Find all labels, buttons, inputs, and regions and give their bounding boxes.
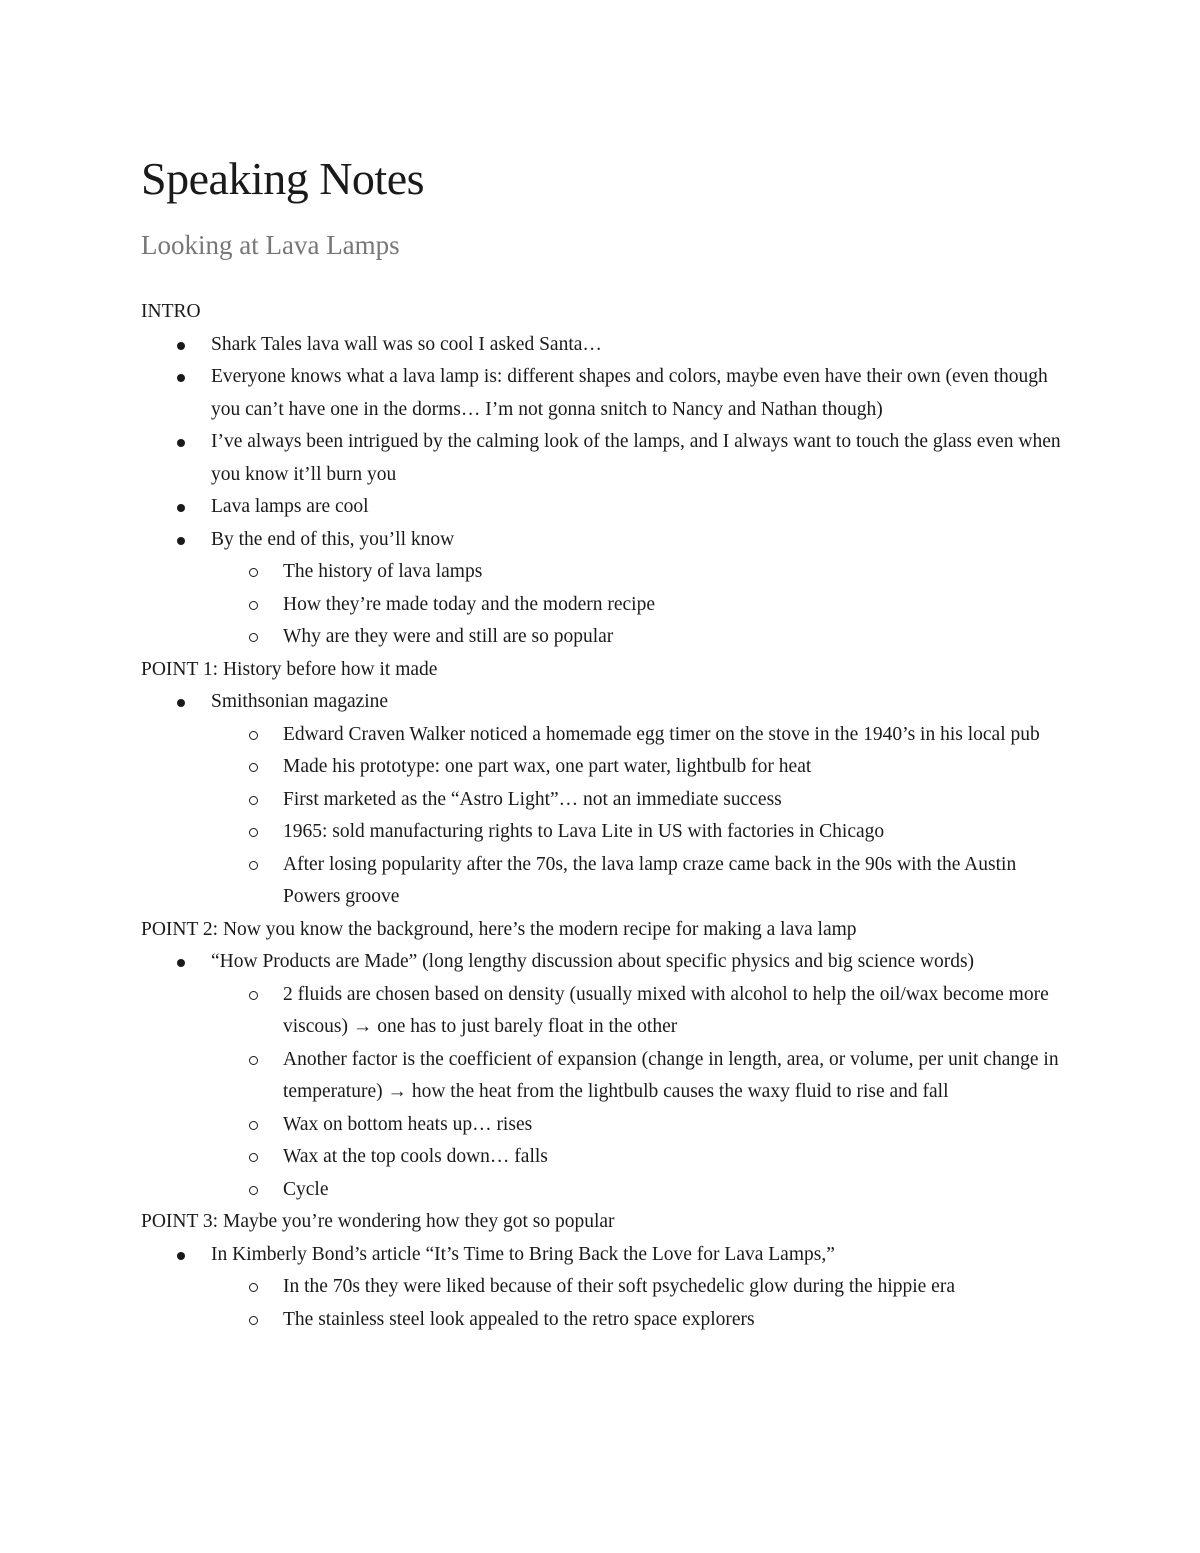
sub-list-item-text: Edward Craven Walker noticed a homemade egg timer on the stove in the 1940’s in his local pub [283,723,1040,745]
hollow-bullet-icon [249,861,258,870]
sub-list-item [211,1044,1061,1109]
sub-list-item-text: The stainless steel look appealed to the retro space explorers [283,1308,755,1330]
sub-list-item [211,751,1061,784]
list-item-text: Smithsonian magazine [211,691,389,712]
section [141,1206,1061,1336]
bullet-list [141,1239,1061,1337]
sub-list-item-text: First marketed as the “Astro Light”… not an immediate success [283,788,782,810]
sub-bullet-list [211,719,1061,914]
list-item-text: By the end of this, you’ll know [211,528,455,550]
filled-bullet-icon [177,1252,185,1260]
sub-list-item [211,816,1061,849]
hollow-bullet-icon [249,1186,258,1195]
sub-list-item [211,979,1061,1044]
sub-list-item-text: Cycle [283,1178,329,1200]
section [141,914,1061,1207]
sub-list-item-text: How they’re made today and the modern recipe [283,593,655,615]
hollow-bullet-icon [249,1056,258,1065]
hollow-bullet-icon [249,731,258,740]
sub-list-item-text: Made his prototype: one part wax, one part water, lightbulb for heat [283,756,812,777]
hollow-bullet-icon [249,828,258,837]
filled-bullet-icon [177,959,185,967]
sub-list-item [211,1174,1061,1207]
filled-bullet-icon [177,342,185,350]
bullet-list [141,686,1061,914]
section-heading: POINT 2: Now you know the background, here’s the modern recipe for making a lava lamp [141,918,857,940]
sub-list-item [211,1141,1061,1174]
sub-list-item [211,1271,1061,1304]
sub-list-item-text: In the 70s they were liked because of their soft psychedelic glow during the hippie era [283,1276,955,1297]
document-subtitle: Looking at Lava Lamps [141,230,400,260]
hollow-bullet-icon [249,1316,258,1325]
hollow-bullet-icon [249,796,258,805]
sub-list-item [211,621,1061,654]
filled-bullet-icon [177,504,185,512]
hollow-bullet-icon [249,763,258,772]
sub-list-item-text: The history of lava lamps [283,561,483,582]
section-heading: POINT 1: History before how it made [141,658,438,680]
sub-bullet-list [211,556,1061,654]
document-title: Speaking Notes [141,153,425,204]
sub-list-item-text: After losing popularity after the 70s, the lava lamp craze came back in the 90s with the Austin Powers groove [283,853,1017,907]
list-item-text: “How Products are Made” (long lengthy discussion about specific physics and big science words) [211,951,975,972]
sub-list-item-text: 2 fluids are chosen based on density (usually mixed with alcohol to help the oil/wax become more viscous) → one has to just barely float in the other [283,983,1049,1037]
section-heading: POINT 3: Maybe you’re wondering how they got so popular [141,1211,615,1232]
sub-list-item-text: Another factor is the coefficient of expansion (change in length, area, or volume, per unit change in temperature) → how the heat from the lightbulb causes the waxy fluid to rise and fall [283,1048,1059,1102]
sub-list-item-text: 1965: sold manufacturing rights to Lava Lite in US with factories in Chicago [283,821,885,842]
sub-list-item [211,1109,1061,1142]
hollow-bullet-icon [249,568,258,577]
notes-body [141,296,1061,1336]
sub-list-item [211,784,1061,817]
list-item [141,524,1061,654]
bullet-list [141,329,1061,654]
sub-list-item [211,589,1061,622]
section [141,654,1061,914]
section-heading: INTRO [141,301,201,322]
sub-list-item-text: Why are they were and still are so popular [283,626,614,647]
list-item-text: Shark Tales lava wall was so cool I asked Santa… [211,333,602,355]
list-item [141,1239,1061,1337]
hollow-bullet-icon [249,991,258,1000]
list-item [141,491,1061,524]
hollow-bullet-icon [249,1121,258,1130]
list-item [141,361,1061,426]
sub-list-item [211,719,1061,752]
sub-bullet-list [211,979,1061,1207]
filled-bullet-icon [177,537,185,545]
sub-list-item-text: Wax at the top cools down… falls [283,1146,548,1167]
list-item [141,329,1061,362]
sub-list-item-text: Wax on bottom heats up… rises [283,1113,533,1135]
list-item [141,686,1061,914]
hollow-bullet-icon [249,601,258,610]
sub-list-item [211,556,1061,589]
bullet-list [141,946,1061,1206]
list-item-text: Lava lamps are cool [211,496,369,517]
list-item [141,426,1061,491]
filled-bullet-icon [177,699,185,707]
document-page [141,150,1061,1336]
list-item [141,946,1061,1206]
filled-bullet-icon [177,439,185,447]
hollow-bullet-icon [249,1283,258,1292]
hollow-bullet-icon [249,1153,258,1162]
sub-bullet-list [211,1271,1061,1336]
hollow-bullet-icon [249,633,258,642]
sub-list-item [211,849,1061,914]
list-item-text: Everyone knows what a lava lamp is: different shapes and colors, maybe even have their own (even though you can’t have one in the dorms… I’m not gonna snitch to Nancy and Nathan though) [211,366,1048,420]
sub-list-item [211,1304,1061,1337]
section [141,296,1061,654]
list-item-text: In Kimberly Bond’s article “It’s Time to Bring Back the Love for Lava Lamps,” [211,1243,835,1265]
filled-bullet-icon [177,374,185,382]
list-item-text: I’ve always been intrigued by the calming look of the lamps, and I always want to touch the glass even when you know it’ll burn you [211,431,1061,485]
